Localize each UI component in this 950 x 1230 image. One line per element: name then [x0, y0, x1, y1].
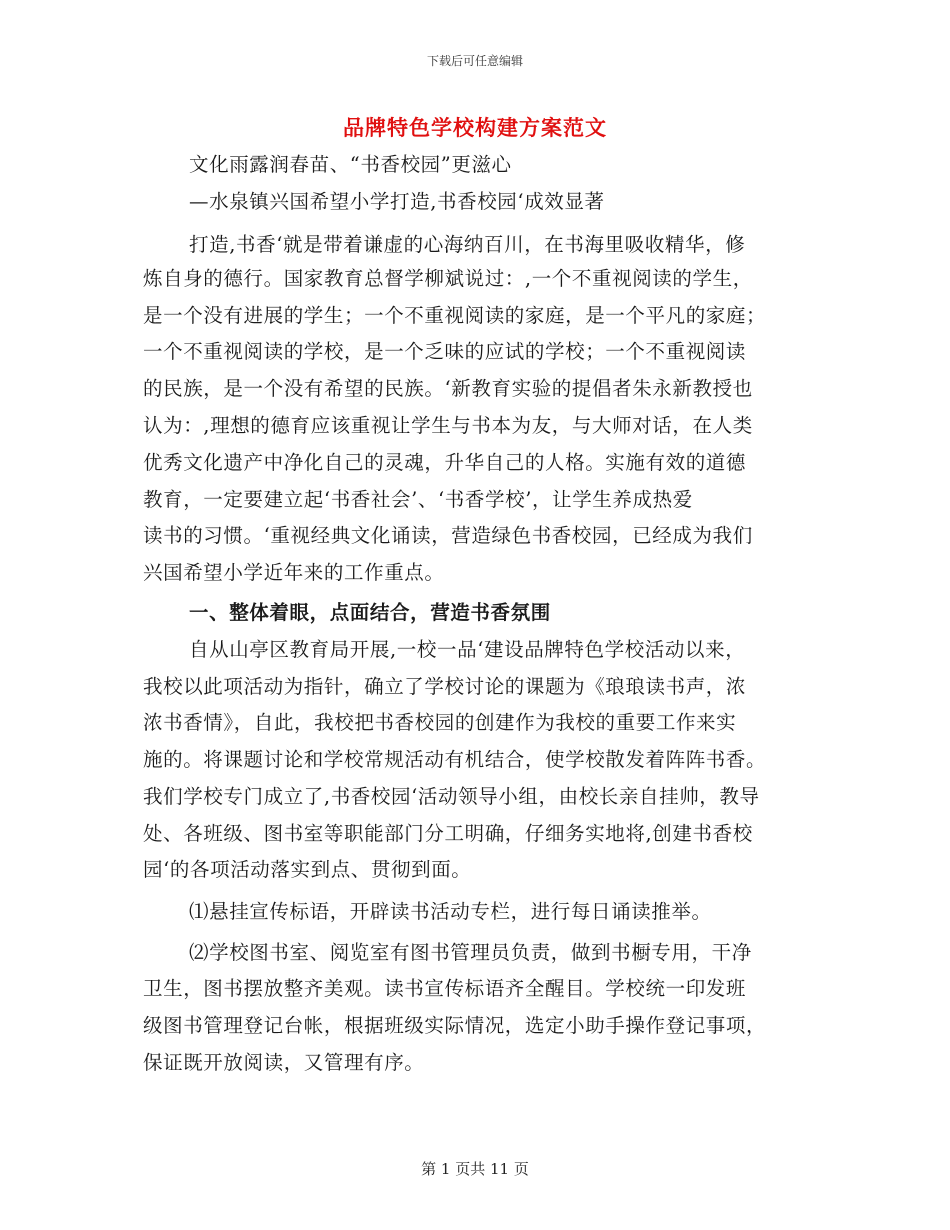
list-item-2-line: ⑵学校图书室、阅览室有图书管理员负责，做到书橱专用，干净 [189, 941, 752, 964]
list-item-1: ⑴悬挂宣传标语，开辟读书活动专栏，进行每日诵读推举。 [189, 900, 712, 923]
paragraph-2-line: 园‘的各项活动落实到点、贯彻到面。 [143, 858, 472, 881]
section-heading-1: 一、整体着眼，点面结合，营造书香氛围 [189, 601, 551, 624]
list-item-2-line: 卫生，图书摆放整齐美观。读书宣传标语齐全醒目。学校统一印发班 [143, 977, 747, 1000]
page-number-footer: 第 1 页共 11 页 [421, 1160, 529, 1178]
paragraph-1-line: 炼自身的德行。国家教育总督学柳斌说过：,一个不重视阅读的学生， [143, 267, 753, 290]
paragraph-1-line: 兴国希望小学近年来的工作重点。 [143, 561, 445, 584]
paragraph-2-line: 自从山亭区教育局开展,一校一品‘建设品牌特色学校活动以来， [189, 638, 746, 661]
paragraph-1-line: 一个不重视阅读的学校，是一个乏味的应试的学校；一个不重视阅读 [143, 340, 747, 363]
paragraph-1-line: 教育，一定要建立起‘书香社会’、‘书香学校’，让学生养成热爱 [143, 488, 693, 511]
paragraph-1-line: 打造,书香‘就是带着谦虚的心海纳百川，在书海里吸收精华，修 [189, 233, 746, 256]
subtitle-line-1: 文化雨露润春苗、“书香校园”更滋心 [189, 153, 512, 176]
paragraph-1-line: 认为：,理想的德育应该重视让学生与书本为友，与大师对话，在人类 [143, 414, 753, 437]
paragraph-1-line: 读书的习惯。‘重视经典文化诵读，营造绿色书香校园，已经成为我们 [143, 524, 753, 547]
list-item-2-line: 级图书管理登记台帐，根据班级实际情况，选定小助手操作登记事项， [143, 1014, 767, 1037]
document-title: 品牌特色学校构建方案范文 [343, 115, 607, 140]
paragraph-2-line: 施的。将课题讨论和学校常规活动有机结合，使学校散发着阵阵书香。 [143, 748, 767, 771]
paragraph-2-line: 我校以此项活动为指针，确立了学校讨论的课题为《琅琅读书声，浓 [143, 675, 747, 698]
list-item-2-line: 保证既开放阅读，又管理有序。 [143, 1051, 425, 1074]
paragraph-2-line: 我们学校专门成立了,书香校园‘活动领导小组，由校长亲自挂帅，教导 [143, 785, 760, 808]
paragraph-2-line: 浓书香情》，自此，我校把书香校园的创建作为我校的重要工作来实 [143, 711, 737, 734]
paragraph-2-line: 处、各班级、图书室等职能部门分工明确，仔细务实地将,创建书香校 [143, 822, 753, 845]
page-header-note: 下载后可任意编辑 [426, 54, 523, 68]
paragraph-1-line: 的民族，是一个没有希望的民族。‘新教育实验的提倡者朱永新教授也 [143, 377, 753, 400]
paragraph-1-line: 是一个没有进展的学生；一个不重视阅读的家庭，是一个平凡的家庭； [143, 304, 767, 327]
subtitle-line-2: —水泉镇兴国希望小学打造,书香校园‘成效显著 [189, 190, 605, 213]
paragraph-1-line: 优秀文化遗产中净化自己的灵魂，升华自己的人格。实施有效的道德 [143, 451, 747, 474]
